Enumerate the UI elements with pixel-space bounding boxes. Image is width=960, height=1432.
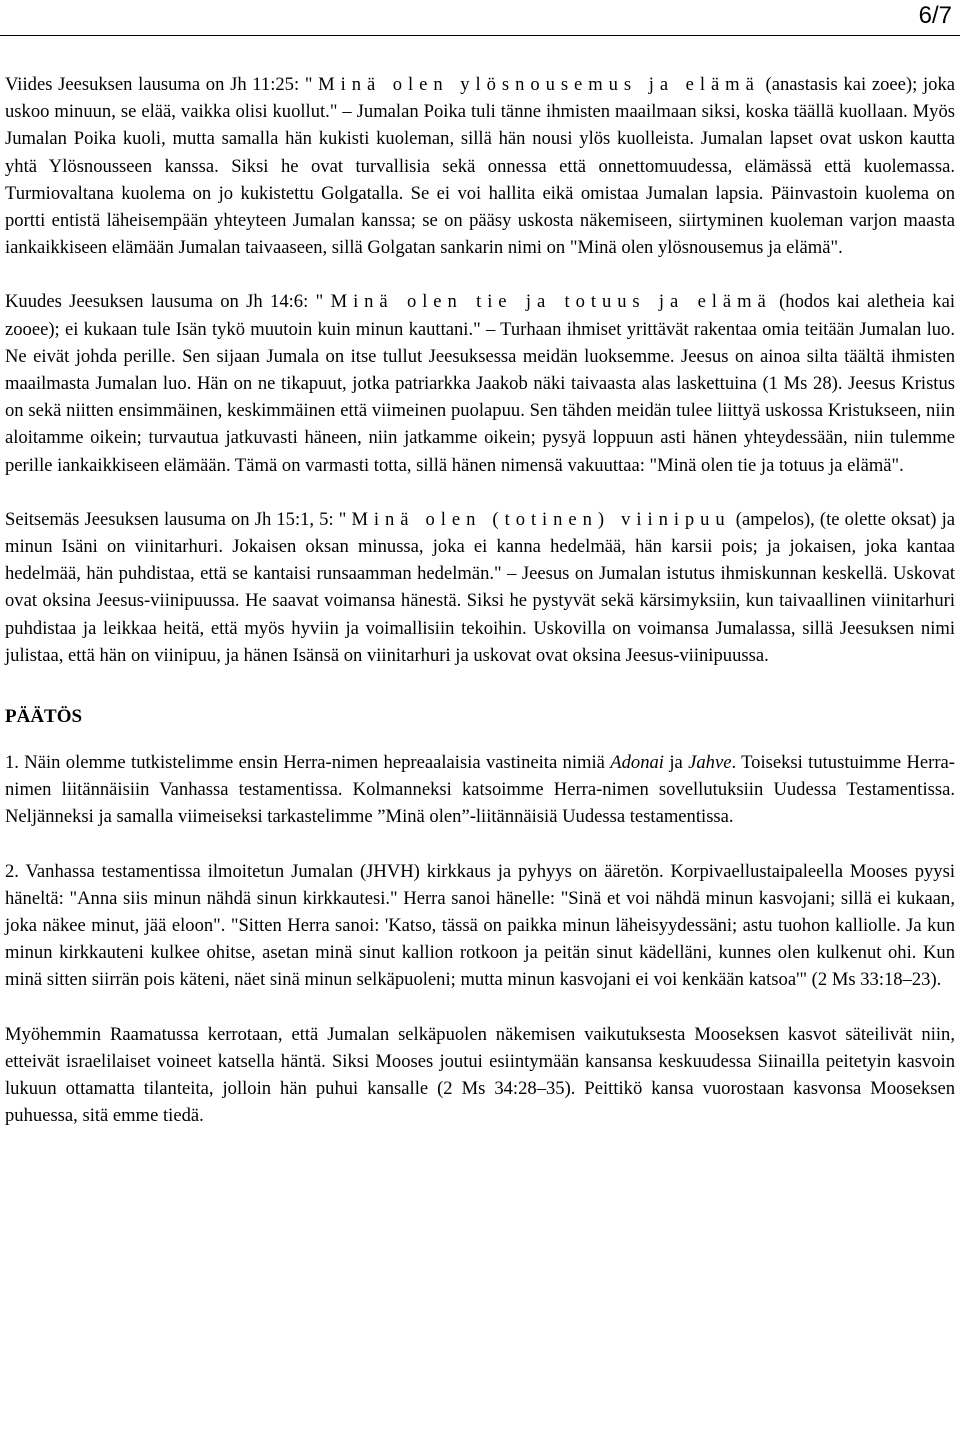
paragraph-intro: Kuudes Jeesuksen lausuma on Jh 14:6: " xyxy=(5,291,331,313)
header-rule xyxy=(0,35,960,36)
paragraph-text: . Toiseksi tutustuimme Herra-nimen liitännäisiin Vanhassa testamentissa. Kolmanneksi katsoimme Herra-nimen sovellutuksiin Uudessa Testamentissa. Neljänneksi ja samalla viimeiseksi tarkastelimme ”Minä olen”-liitännäisiä Uudessa testamentissa. xyxy=(5,752,955,828)
conclusion-paragraph-2: 2. Vanhassa testamentissa ilmoitetun Jumalan (JHVH) kirkkaus ja pyhyys on ääretön. Korpivaellustaipaleella Mooses pyysi häneltä: "Anna siis minun nähdä sinun kirkkautesi." Herra sanoi hänelle: "Sinä et voi nähdä minun kasvojani; sillä ei kukaan, joka näkee minut, jää eloon". "Sitten Herra sanoi: 'Katso, tässä on paikka minun läheisyydessäni; astu tuohon kalliolle. Ja kun minun kirkkauteni kulkee ohitse, asetan minä sinut kallion rotkoon ja peitän sinut kädelläni, kunnes olen kulkenut ohi. Kun minä sitten siirrän pois käteni, näet sinä minun selkäpuoleni; mutta minun kasvojani ei voi kenkään katsoa'" (2 Ms 33:18–23). xyxy=(5,860,955,991)
paragraph-text: (hodos kai aletheia kai zooee); ei kukaan tule Isän tykö muutoin kuin minun kauttani." – Turhaan ihmiset yrittävät rakentaa omia teitään Jumalan luo. Ne eivät johda perille. Sen sijaan Jumala on itse tullut Jeesuksessa meidän luoksemme. Jeesus on ainoa silta täältä ihmisten maailmasta Jumalan luo. Hän on ne tikapuut, jotka patriarkka Jaakob näki taivaasta alas laskettuina (1 Ms 28). Jeesus Kristus on sekä niitten ensimmäinen, keskimmäinen että viimeinen puolapuu. Sen tähden meidän tulee liittyä uskossa Kristukseen, niin aloitamme oikein; turvautua jatkuvasti häneen, niin jatkamme oikein; pysyä loppuun asti hänen yhteydessään, niin tulemme perille iankaikkiseen elämään. Tämä on varmasti totta, sillä hänen nimensä vakuuttaa: "Minä olen tie ja totuus ja elämä". xyxy=(5,291,955,476)
italic-term-adonai: Adonai xyxy=(610,752,664,774)
paragraph-text: ja xyxy=(663,752,689,774)
paragraph-text: (ampelos), (te olette oksat) ja minun Isäni on viinitarhuri. Jokaisen oksan minussa, joka ei kanna hedelmää, hän karsii pois; ja jokaisen, joka kantaa hedelmää, hän puhdistaa, että se kantaisi runsaamman hedelmän." – Jeesus on Jumalan istutus ihmiskunnan keskellä. Uskovat ovat oksina Jeesus-viinipuussa. He saavat voimansa hänestä. Siksi he pystyvät sekä kärsimyksiin, kun taivaallinen viinitarhuri puhdistaa ja leikkaa heitä, että myös hyviin ja voimallisiin tekoihin. Uskovilla on voimansa Jumalassa, sillä Jeesuksen nimi julistaa, että hän on viinipuu, ja hänen Isänsä on viinitarhuri ja uskovat ovat oksina Jeesus-viinipuussa. xyxy=(5,508,955,666)
paragraph-fifth-saying xyxy=(5,71,955,261)
document-body xyxy=(5,71,955,1157)
paragraph-intro: Viides Jeesuksen lausuma on Jh 11:25: " xyxy=(5,74,319,95)
paragraph-text: (anastasis kai zoee); joka uskoo minuun, se elää, vaikka olisi kuollut." – Jumalan Poika tuli tänne ihmisten maailmaan siksi, koska täällä kuollaan. Myös Jumalan Poika kuoli, mutta samalla hän kukisti kuoleman, sillä hän nousi ylös kuolleista. Jumalan lapset ovat uskon kautta yhtä Ylösnousseen kanssa. Siksi he ovat turvallisia sekä onnessa että onnettomuudessa, elämässä että kuolemassa. Turmiovaltana kuolema on jo kukistettu Golgatalla. Se ei voi hallita eikä omistaa Jumalan lapsia. Päinvastoin kuolema on portti entistä läheisempään yhteyteen Jumalan kanssa; se on pääsy uskosta näkemiseen, siirtyminen kuoleman varjon maasta iankaikkiseen elämään Jumalan taivaaseen, sillä Golgatan sankarin nimi on "Minä olen ylösnousemus ja elämä". xyxy=(5,74,955,259)
section-heading: PÄÄTÖS xyxy=(5,706,83,728)
spaced-quote: Minä olen tie ja totuus ja elämä xyxy=(330,291,772,313)
paragraph-sixth-saying xyxy=(5,288,955,478)
italic-term-jahve: Jahve xyxy=(688,752,732,774)
conclusion-paragraph-3: Myöhemmin Raamatussa kerrotaan, että Jumalan selkäpuolen näkemisen vaikutuksesta Mooseksen kasvot säteilivät niin, etteivät israelilaiset voineet katsella häntä. Siksi Mooses joutui esiintymään kansansa keskuudessa Siinailla peitetyin kasvoin lukuun ottamatta tilanteita, jolloin hän puhui kansalle (2 Ms 34:28–35). Peittikö kansa vuorostaan kasvonsa Mooseksen puhuessa, sitä emme tiedä. xyxy=(5,1023,955,1127)
paragraph-text: 1. Näin olemme tutkistelimme ensin Herra-nimen hepreaalaisia vastineita nimiä xyxy=(5,752,611,774)
conclusion-paragraph-1 xyxy=(5,749,955,831)
paragraph-intro: Seitsemäs Jeesuksen lausuma on Jh 15:1, 5: " xyxy=(5,508,352,530)
page-number: 6/7 xyxy=(918,2,952,29)
spaced-quote: Minä olen (totinen) viinipuu xyxy=(351,508,731,530)
paragraph-seventh-saying xyxy=(5,506,955,669)
spaced-quote: Minä olen ylösnousemus ja elämä xyxy=(318,74,760,95)
